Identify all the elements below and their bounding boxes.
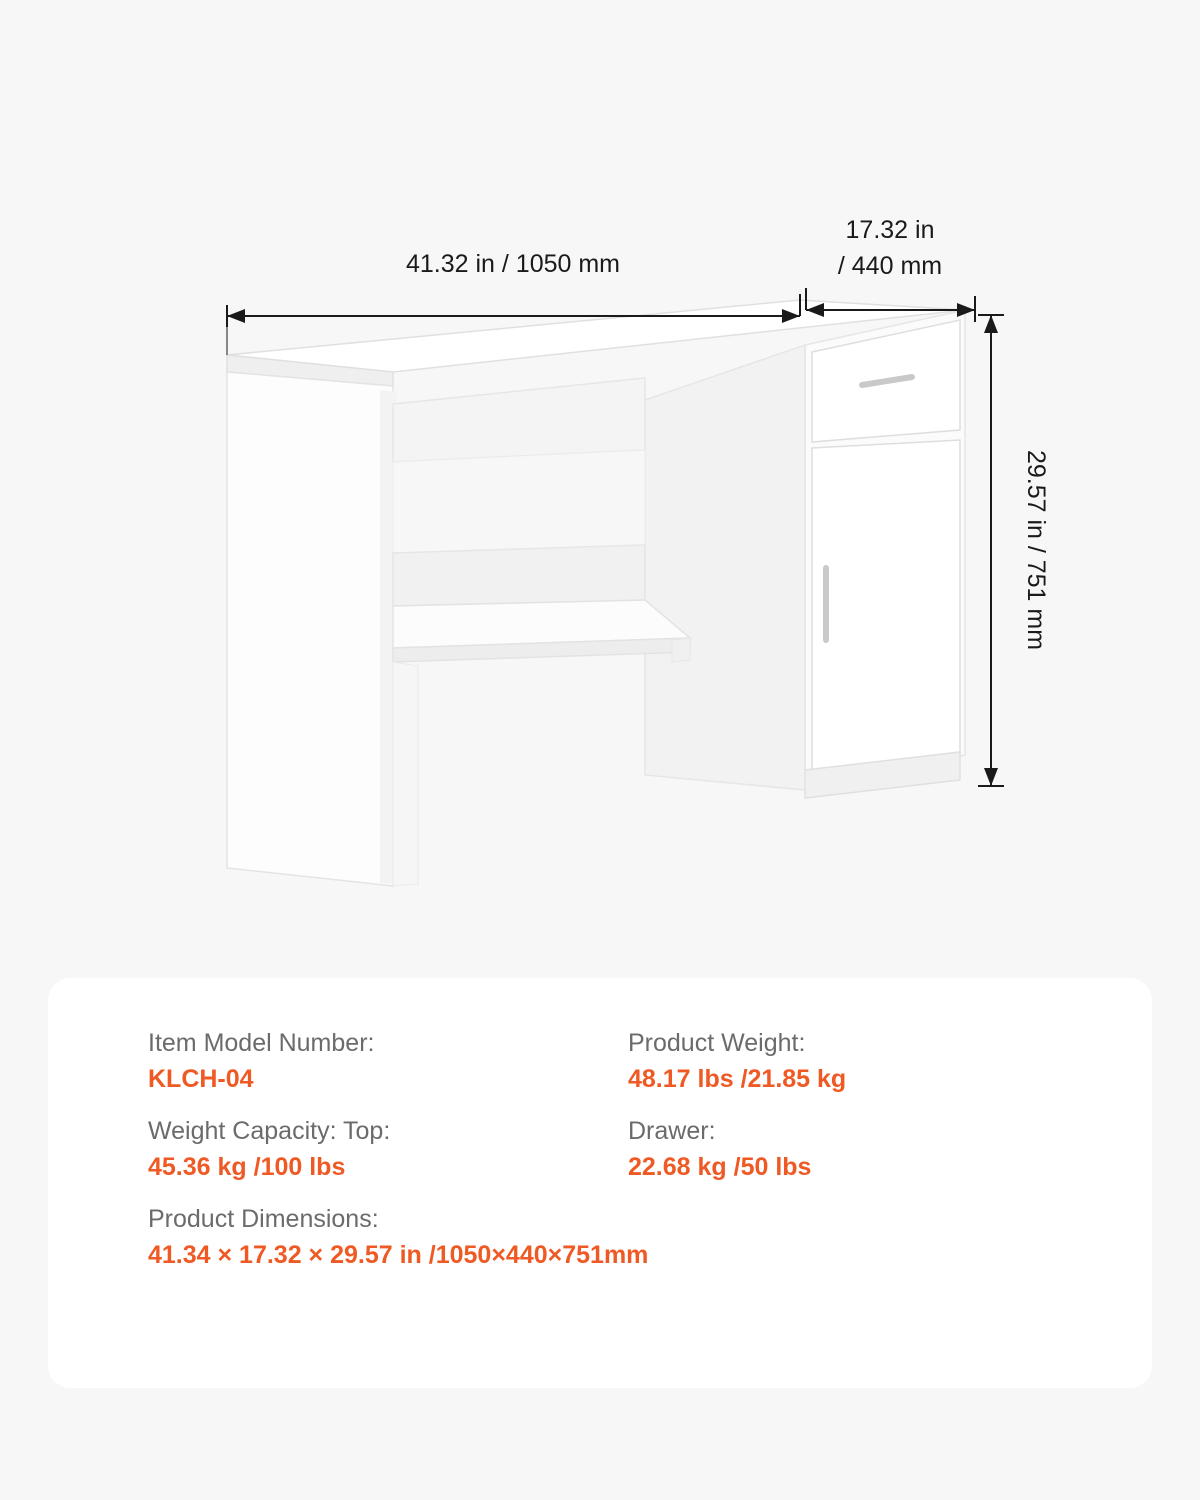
model-number-value: KLCH-04 bbox=[148, 1065, 254, 1093]
mid-stretcher-back bbox=[393, 545, 645, 606]
spec-row bbox=[148, 1026, 1108, 1114]
open-knee-space bbox=[393, 450, 645, 553]
spec-row bbox=[148, 1114, 1108, 1202]
product-dimensions-value: 41.34 × 17.32 × 29.57 in /1050×440×751mm bbox=[148, 1241, 649, 1269]
spec-grid bbox=[148, 1026, 1108, 1272]
product-dimensions-label: Product Dimensions: bbox=[148, 1205, 379, 1233]
depth-dimension-label-line2: / 440 mm bbox=[837, 252, 943, 280]
height-dimension-label: 29.57 in / 751 mm bbox=[1022, 449, 1050, 651]
spec-cell-drawer-capacity bbox=[628, 1114, 1108, 1202]
spec-cell-weight-capacity-top bbox=[148, 1114, 628, 1202]
specification-card bbox=[48, 978, 1152, 1388]
desk-illustration bbox=[227, 300, 965, 886]
shelf-cabinet-joint bbox=[672, 638, 690, 662]
weight-capacity-top-label: Weight Capacity: Top: bbox=[148, 1117, 391, 1145]
cabinet-left-face bbox=[645, 345, 805, 790]
product-weight-value: 48.17 lbs /21.85 kg bbox=[628, 1065, 847, 1093]
width-dimension-label: 41.32 in / 1050 mm bbox=[405, 250, 621, 278]
depth-dimension-label-line1: 17.32 in bbox=[845, 216, 935, 244]
weight-capacity-top-value: 45.36 kg /100 lbs bbox=[148, 1153, 346, 1181]
model-number-label: Item Model Number: bbox=[148, 1029, 375, 1057]
left-leg-panel bbox=[227, 372, 393, 886]
spec-cell-dimensions bbox=[148, 1202, 1108, 1272]
cabinet-door-front bbox=[812, 440, 960, 770]
spec-cell-product-weight bbox=[628, 1026, 1108, 1114]
back-panel-upper bbox=[393, 378, 645, 462]
spec-row-dimensions bbox=[148, 1202, 1108, 1272]
drawer-capacity-label: Drawer: bbox=[628, 1117, 716, 1145]
height-dimension bbox=[978, 315, 1050, 786]
drawer-capacity-value: 22.68 kg /50 lbs bbox=[628, 1153, 812, 1181]
spec-cell-model bbox=[148, 1026, 628, 1114]
left-leg-lower-inner bbox=[393, 662, 418, 886]
product-weight-label: Product Weight: bbox=[628, 1029, 806, 1057]
